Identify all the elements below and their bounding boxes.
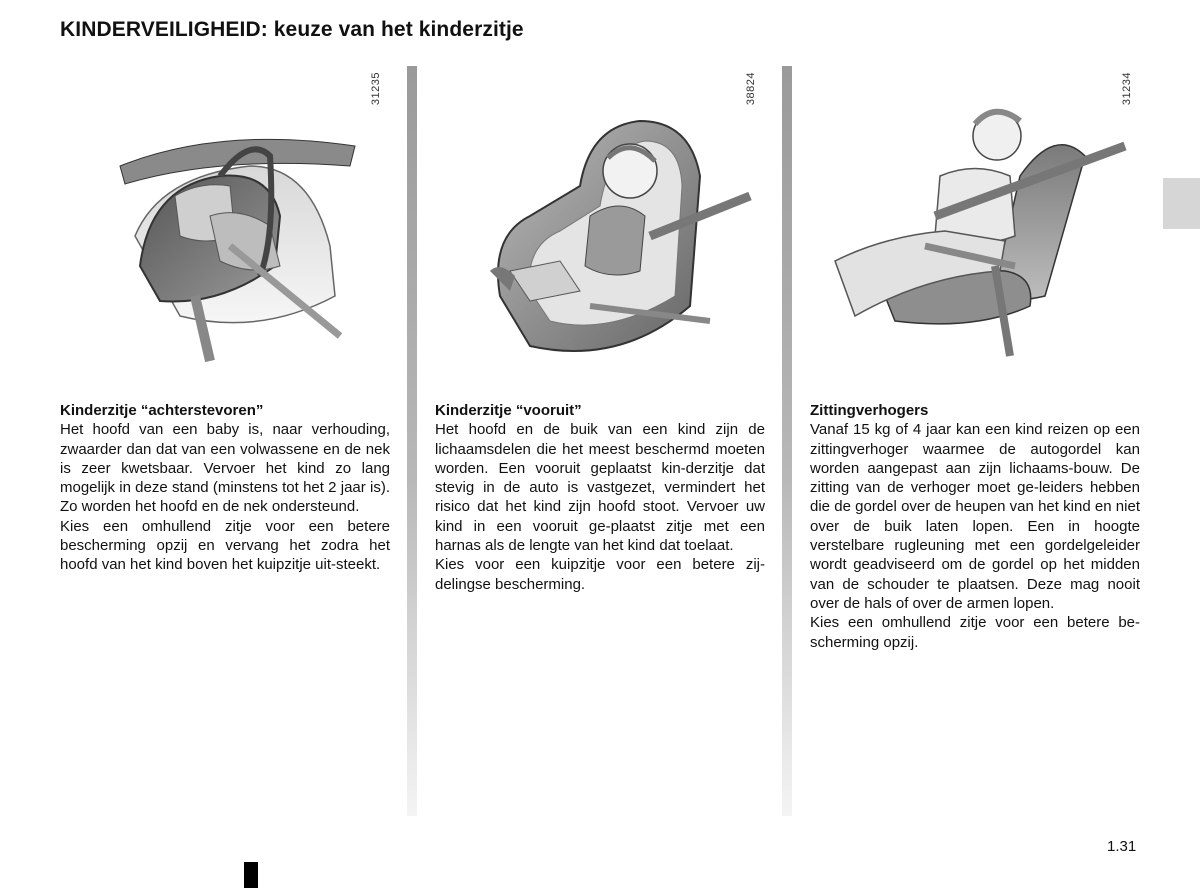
column-divider [407, 66, 417, 816]
figure-forward-facing-seat [470, 66, 770, 366]
figure-code: 31234 [1121, 72, 1133, 106]
column-paragraph: Kies een omhullend zitje voor een betere bescherming opzij en vervang het zodra het hoofd van het kind boven het kuipzitje uit-steekt. [60, 517, 390, 574]
booster-seat-illustration [825, 66, 1145, 366]
forward-facing-child-seat-illustration [470, 66, 770, 366]
column-rear-facing [60, 401, 390, 575]
column-booster [810, 401, 1140, 652]
page-number: 1.31 [1107, 838, 1137, 855]
column-paragraph: Het hoofd en de buik van een kind zijn de lichaamsdelen die het meest beschermd moeten worden. Een vooruit geplaatst kin-derzitje dat stevig in de auto is vastgezet, vermindert het risico dat het kind zijn hoofd stoot. Vervoer uw kind in een vooruit ge-plaatst zitje met een harnas als de lengte van het kind dat toelaat. [435, 421, 765, 555]
column-heading: Kinderzitje “vooruit” [435, 402, 582, 419]
column-heading: Zittingverhogers [810, 402, 929, 419]
column-divider [782, 66, 792, 816]
crop-mark [244, 862, 258, 888]
figure-booster-seat [825, 66, 1145, 366]
column-forward-facing [435, 401, 765, 594]
rear-facing-baby-seat-illustration [100, 66, 380, 366]
column-paragraph: Kies voor een kuipzitje voor een betere zij-delingse bescherming. [435, 556, 765, 593]
column-paragraph: Het hoofd van een baby is, naar verhouding, zwaarder dan dat van een volwassene en de nek is zeer kwetsbaar. Vervoer het kind zo lang mogelijk in deze stand (minstens tot het 2 jaar is). Zo worden het hoofd en de nek ondersteund. [60, 421, 390, 516]
section-tab [1163, 178, 1200, 229]
column-heading: Kinderzitje “achterstevoren” [60, 402, 264, 419]
column-paragraph: Vanaf 15 kg of 4 jaar kan een kind reizen op een zittingverhoger waarmee de autogordel kan worden aangepast aan zijn lichaams-bouw. De zitting van de verhoger moet ge-leiders hebben die de gordel over de heupen van het kind en niet over de buik laten lopen. Een in hoogte verstelbare rugleuning met een gordelgeleider wordt geadviseerd om de gordel op het midden van de schouder te plaatsen. Deze mag nooit over de hals of over de armen lopen. [810, 421, 1140, 612]
figure-code: 38824 [745, 72, 757, 106]
column-paragraph: Kies een omhullend zitje voor een betere be-scherming opzij. [810, 614, 1140, 651]
figure-code: 31235 [370, 72, 382, 106]
page-title: KINDERVEILIGHEID: keuze van het kinderzitje [60, 18, 524, 41]
figure-rear-facing-seat [100, 66, 380, 366]
